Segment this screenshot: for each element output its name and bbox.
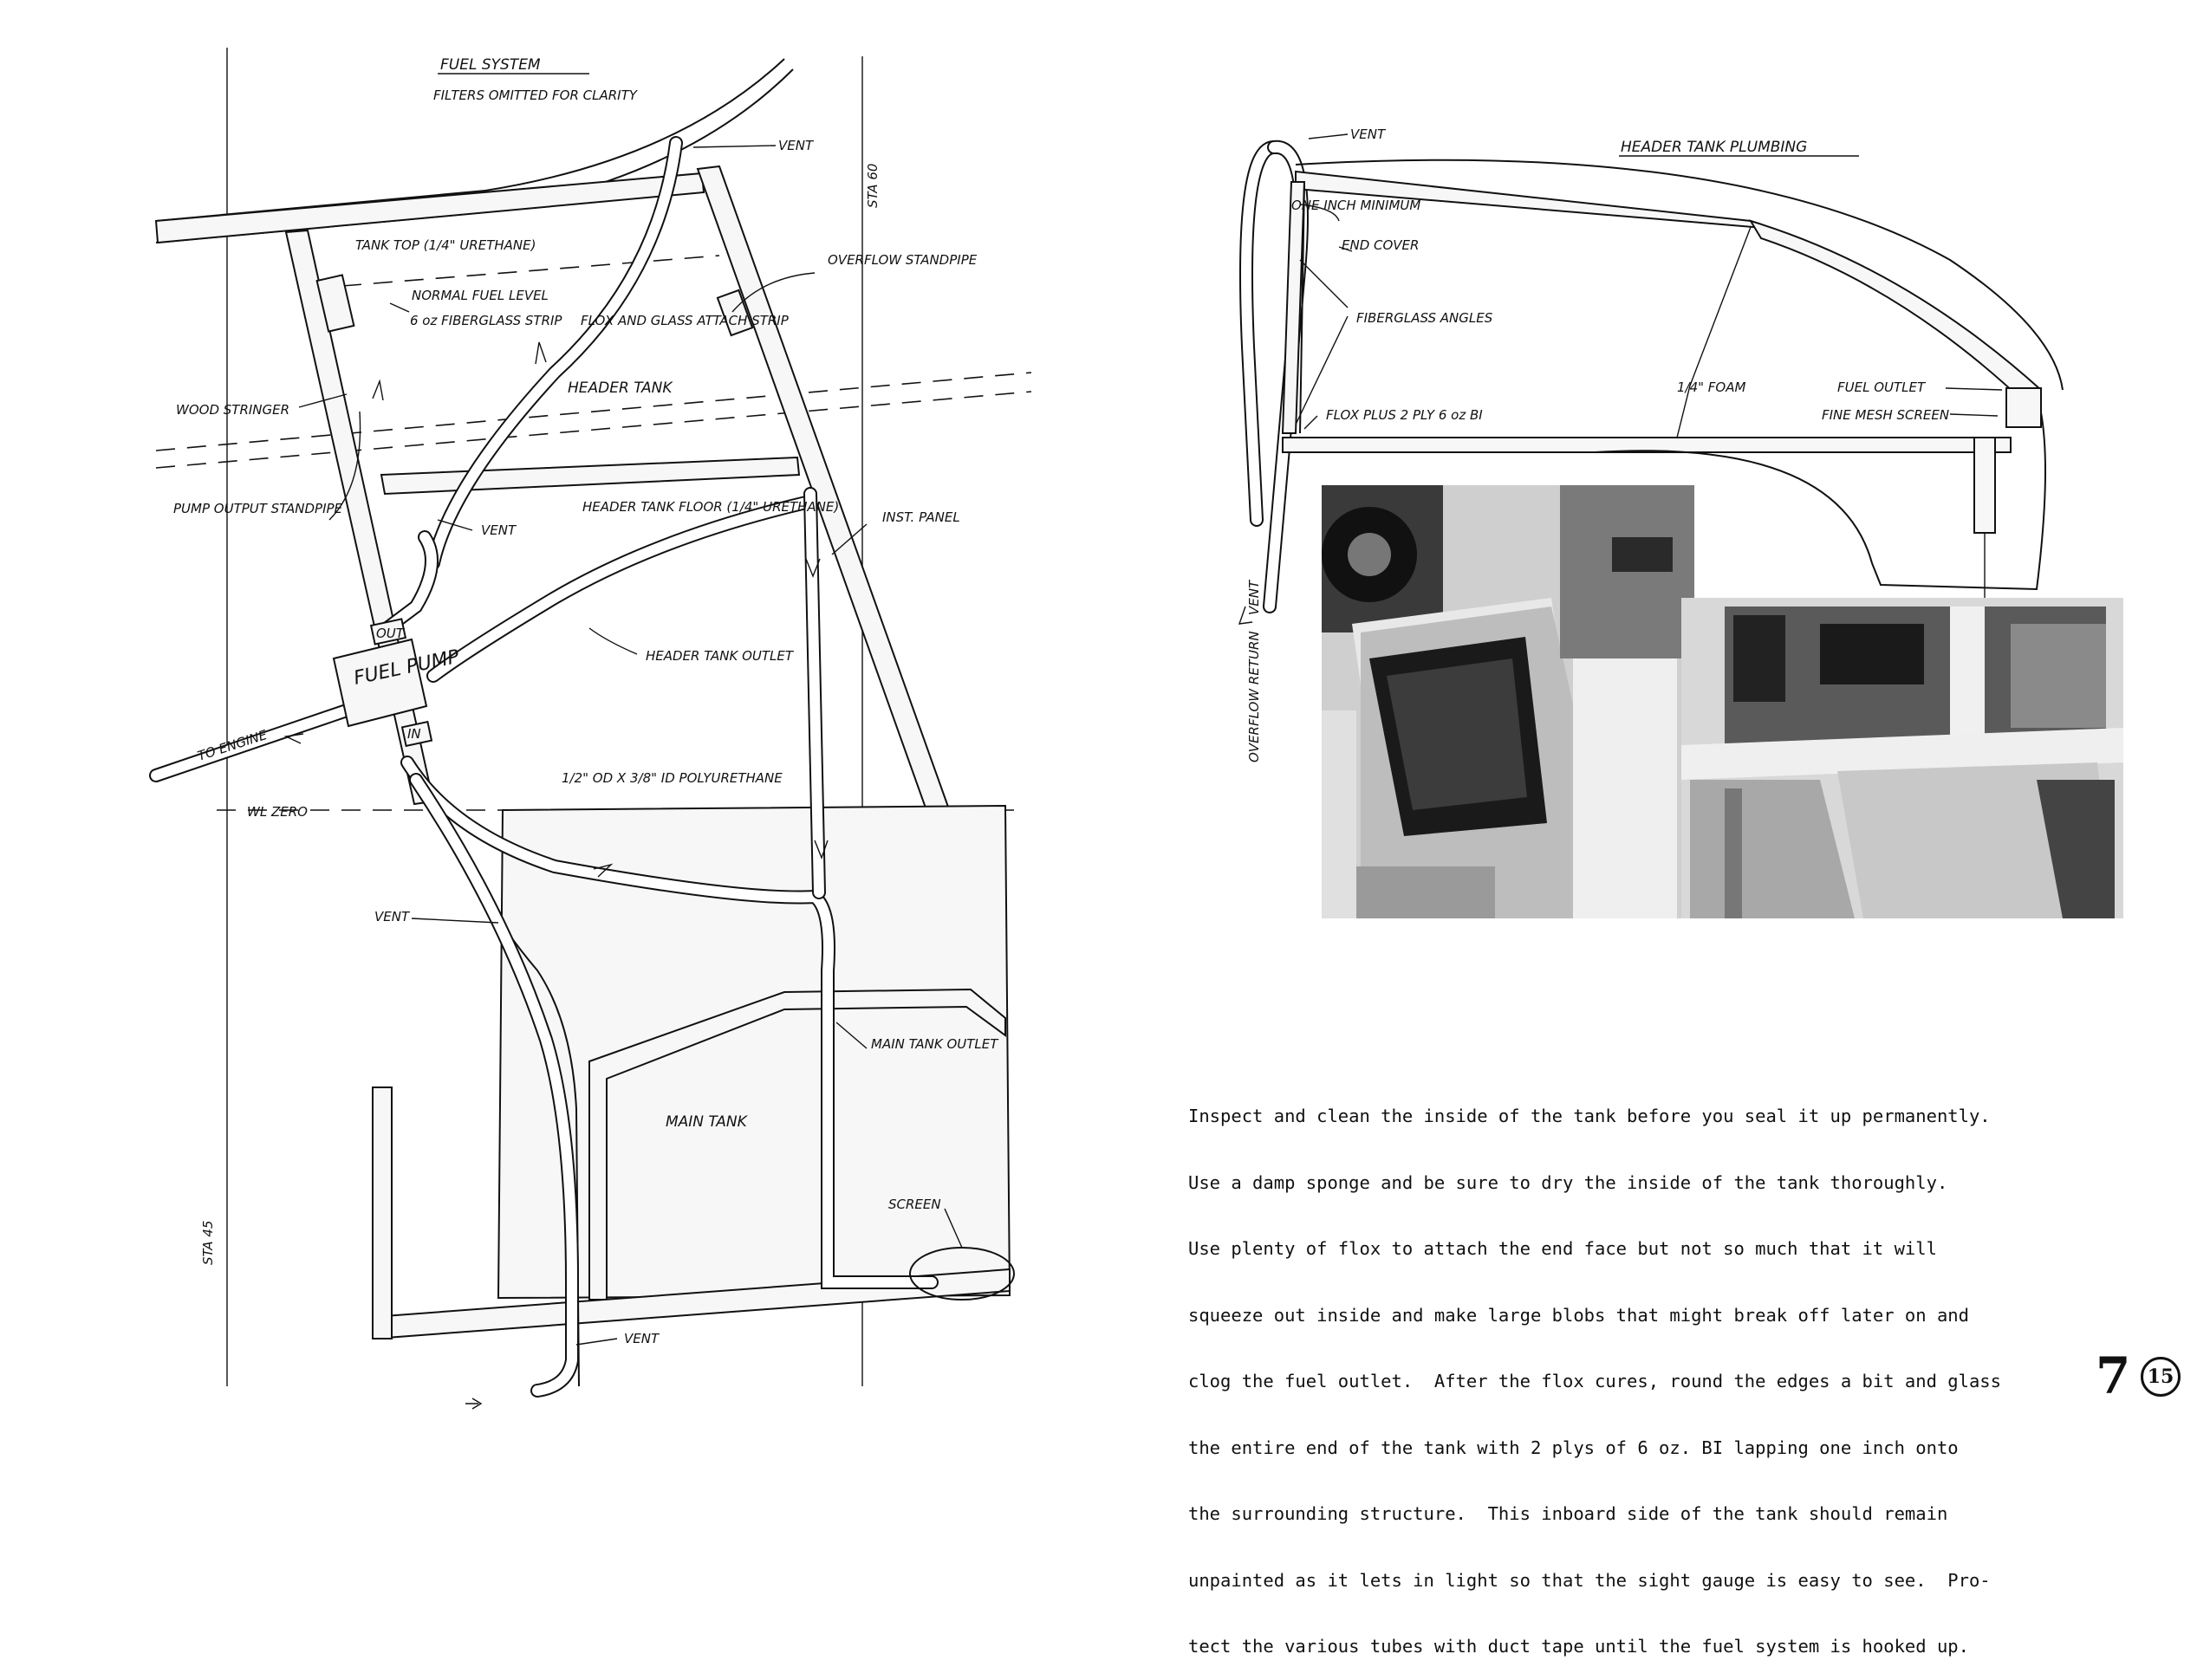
text-line: squeeze out inside and make large blobs that might break off later on and xyxy=(1188,1304,1969,1326)
fuel-outlet-label: FUEL OUTLET xyxy=(1837,379,1926,395)
fuel-pump-label: FUEL PUMP xyxy=(352,645,462,690)
fiberglass-strip-label: 6 oz FIBERGLASS STRIP xyxy=(410,313,562,328)
header-outlet-label: HEADER TANK OUTLET xyxy=(646,648,794,664)
pump-output-label: PUMP OUTPUT STANDPIPE xyxy=(173,501,343,516)
main-outlet-label: MAIN TANK OUTLET xyxy=(871,1036,998,1052)
text-line: the surrounding structure. This inboard side of the tank should remain xyxy=(1188,1503,1948,1524)
plumbing-vent-side-label: VENT xyxy=(1246,580,1262,615)
inst-panel-label: INST. PANEL xyxy=(882,509,960,525)
vent-bottom-label: VENT xyxy=(624,1331,660,1346)
vent-mid-label: VENT xyxy=(481,522,517,538)
tank-top-label: TANK TOP (1/4" URETHANE) xyxy=(355,237,536,253)
fuel-system-title: FUEL SYSTEM xyxy=(440,56,541,74)
pump-out-label: OUT xyxy=(376,626,404,641)
screen-label: SCREEN xyxy=(888,1197,941,1212)
one-inch-minimum-label: ONE INCH MINIMUM xyxy=(1291,198,1421,213)
pump-in-label: IN xyxy=(407,726,421,742)
text-line: Use a damp sponge and be sure to dry the inside of the tank thoroughly. xyxy=(1188,1171,1948,1193)
main-tank-label: MAIN TANK xyxy=(666,1113,747,1131)
flox-attach-label: FLOX AND GLASS ATTACH STRIP xyxy=(581,313,789,328)
wood-stringer-label: WOOD STRINGER xyxy=(176,402,290,418)
flox-plus-label: FLOX PLUS 2 PLY 6 oz BI xyxy=(1326,407,1483,423)
overflow-return-label: OVERFLOW RETURN xyxy=(1246,631,1262,762)
page-number: 7 xyxy=(2096,1346,2131,1405)
plumbing-title: HEADER TANK PLUMBING xyxy=(1621,139,1808,156)
text-line: Inspect and clean the inside of the tank before you seal it up permanently. xyxy=(1188,1106,1991,1126)
filters-omitted-note: FILTERS OMITTED FOR CLARITY xyxy=(433,88,637,103)
fiberglass-angles-label: FIBERGLASS ANGLES xyxy=(1356,310,1493,326)
plumbing-vent-label: VENT xyxy=(1350,126,1386,142)
header-tank-label: HEADER TANK xyxy=(568,379,673,397)
vent-lower-label: VENT xyxy=(374,909,410,924)
sta-45-label: STA 45 xyxy=(200,1220,216,1265)
header-floor-label: HEADER TANK FLOOR (1/4" URETHANE) xyxy=(582,499,840,515)
text-line: Use plenty of flox to attach the end face but not so much that it will xyxy=(1188,1238,1937,1259)
text-line: tect the various tubes with duct tape until the fuel system is hooked up. xyxy=(1188,1636,1969,1657)
polyurethane-label: 1/2" OD X 3/8" ID POLYURETHANE xyxy=(562,770,783,786)
wl-zero-label: WL ZERO xyxy=(247,804,308,820)
text-line: unpainted as it lets in light so that the sight gauge is easy to see. Pro- xyxy=(1188,1569,1991,1591)
sta-60-label: STA 60 xyxy=(865,163,881,208)
instructions-paragraph xyxy=(1188,1061,2185,1680)
to-engine-label: TO ENGINE xyxy=(195,726,270,764)
end-cover-label: END COVER xyxy=(1342,237,1420,253)
normal-fuel-level-label: NORMAL FUEL LEVEL xyxy=(412,288,549,303)
text-line: the entire end of the tank with 2 plys of 6 oz. BI lapping one inch onto xyxy=(1188,1437,1959,1458)
foam-label: 1/4" FOAM xyxy=(1677,379,1746,395)
page-sub-number: 15 xyxy=(2141,1357,2181,1397)
photo-right xyxy=(1681,598,2123,918)
vent-top-label: VENT xyxy=(778,138,814,153)
photo-left xyxy=(1322,485,1694,918)
fine-mesh-label: FINE MESH SCREEN xyxy=(1822,407,1950,423)
overflow-standpipe-label: OVERFLOW STANDPIPE xyxy=(828,252,978,268)
text-line: clog the fuel outlet. After the flox cures, round the edges a bit and glass xyxy=(1188,1371,2001,1391)
